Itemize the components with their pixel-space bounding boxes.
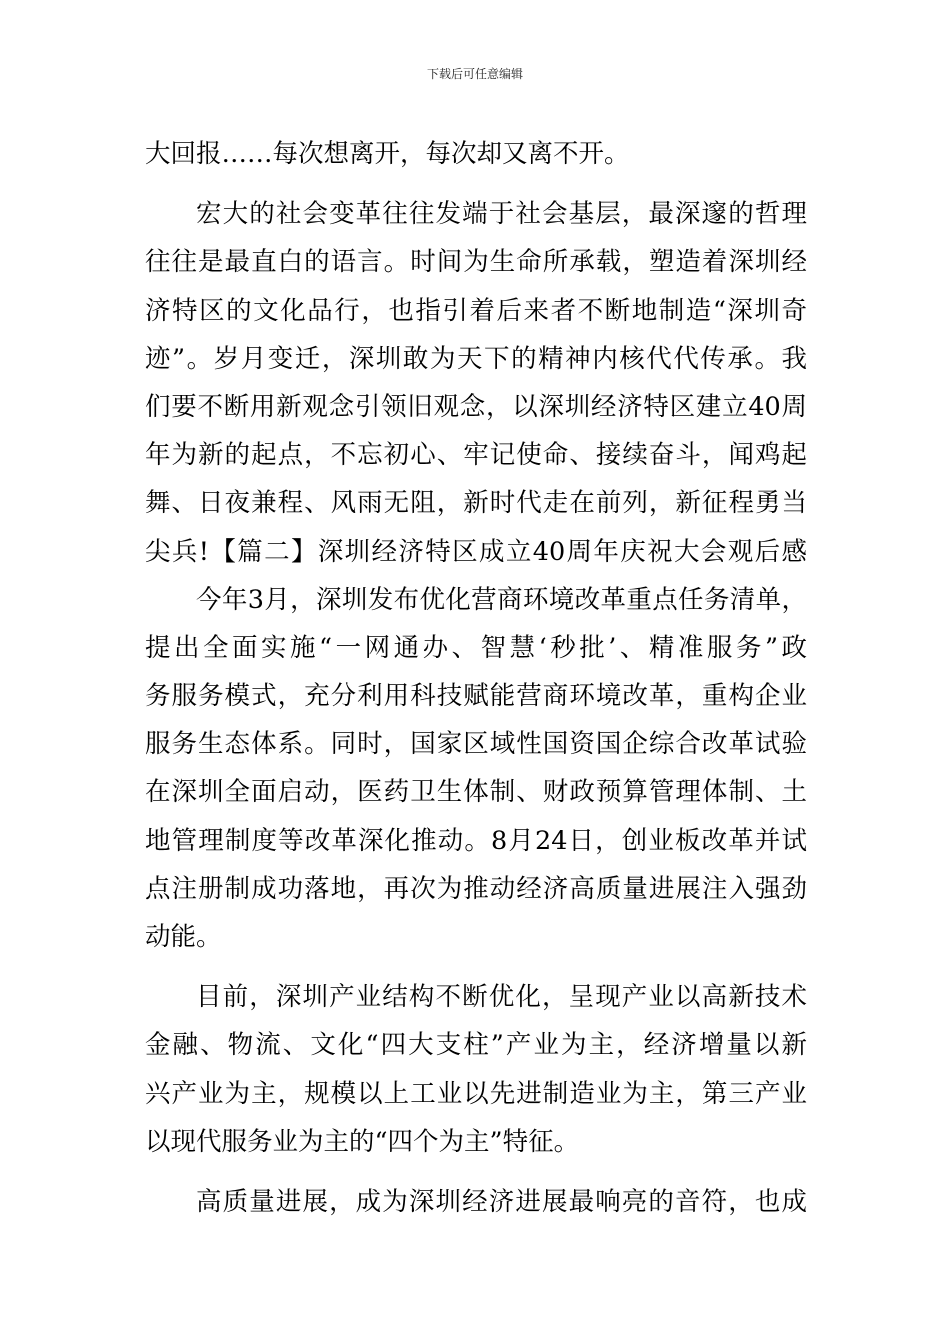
text-line: 们要不断用新观念引领旧观念，以深圳经济特区建立40周 (145, 391, 807, 422)
text-line: 服务生态体系。同时，国家区域性国资国企综合改革试验 (145, 729, 807, 760)
text-line: 大回报……每次想离开，每次却又离不开。 (145, 139, 630, 169)
text-line: 在深圳全面启动，医药卫生体制、财政预算管理体制、土 (145, 777, 807, 808)
text-line: 务服务模式，充分利用科技赋能营商环境改革，重构企业 (145, 681, 807, 712)
document-body (145, 130, 807, 1226)
paragraph-gap (145, 961, 807, 973)
paragraph-gap (145, 1166, 807, 1178)
text-line: 提出全面实施“一网通办、智慧‘秒批’、精准服务”政 (145, 632, 807, 663)
text-line: 尖兵!【篇二】深圳经济特区成立40周年庆祝大会观后感 (145, 536, 807, 567)
text-line: 以现代服务业为主的“四个为主”特征。 (145, 1126, 580, 1157)
text-line: 高质量进展，成为深圳经济进展最响亮的音符，也成 (196, 1186, 807, 1217)
text-line: 动能。 (145, 922, 222, 952)
paragraph-gap (145, 178, 807, 190)
text-line: 年为新的起点，不忘初心、牢记使命、接续奋斗，闻鸡起 (145, 440, 807, 471)
text-line: 点注册制成功落地，再次为推动经济高质量进展注入强劲 (145, 873, 807, 904)
text-line: 今年3月，深圳发布优化营商环境改革重点任务清单， (196, 584, 807, 615)
text-line: 舞、日夜兼程、风雨无阻，新时代走在前列，新征程勇当 (145, 488, 807, 519)
text-line: 往往是最直白的语言。时间为生命所承载，塑造着深圳经 (145, 247, 807, 278)
text-line: 兴产业为主，规模以上工业以先进制造业为主，第三产业 (145, 1078, 807, 1109)
text-line: 地管理制度等改革深化推动。8月24日，创业板改革并试 (145, 825, 807, 856)
text-line: 迹”。岁月变迁，深圳敢为天下的精神内核代代传承。我 (145, 343, 807, 374)
text-line: 宏大的社会变革往往发端于社会基层，最深邃的哲理 (196, 199, 807, 230)
page-header: 下载后可任意编辑 (426, 67, 523, 81)
text-line: 目前，深圳产业结构不断优化，呈现产业以高新技术 (196, 982, 807, 1013)
text-line: 济特区的文化品行，也指引着后来者不断地制造“深圳奇 (145, 295, 807, 326)
text-line: 金融、物流、文化“四大支柱”产业为主，经济增量以新 (145, 1030, 807, 1061)
